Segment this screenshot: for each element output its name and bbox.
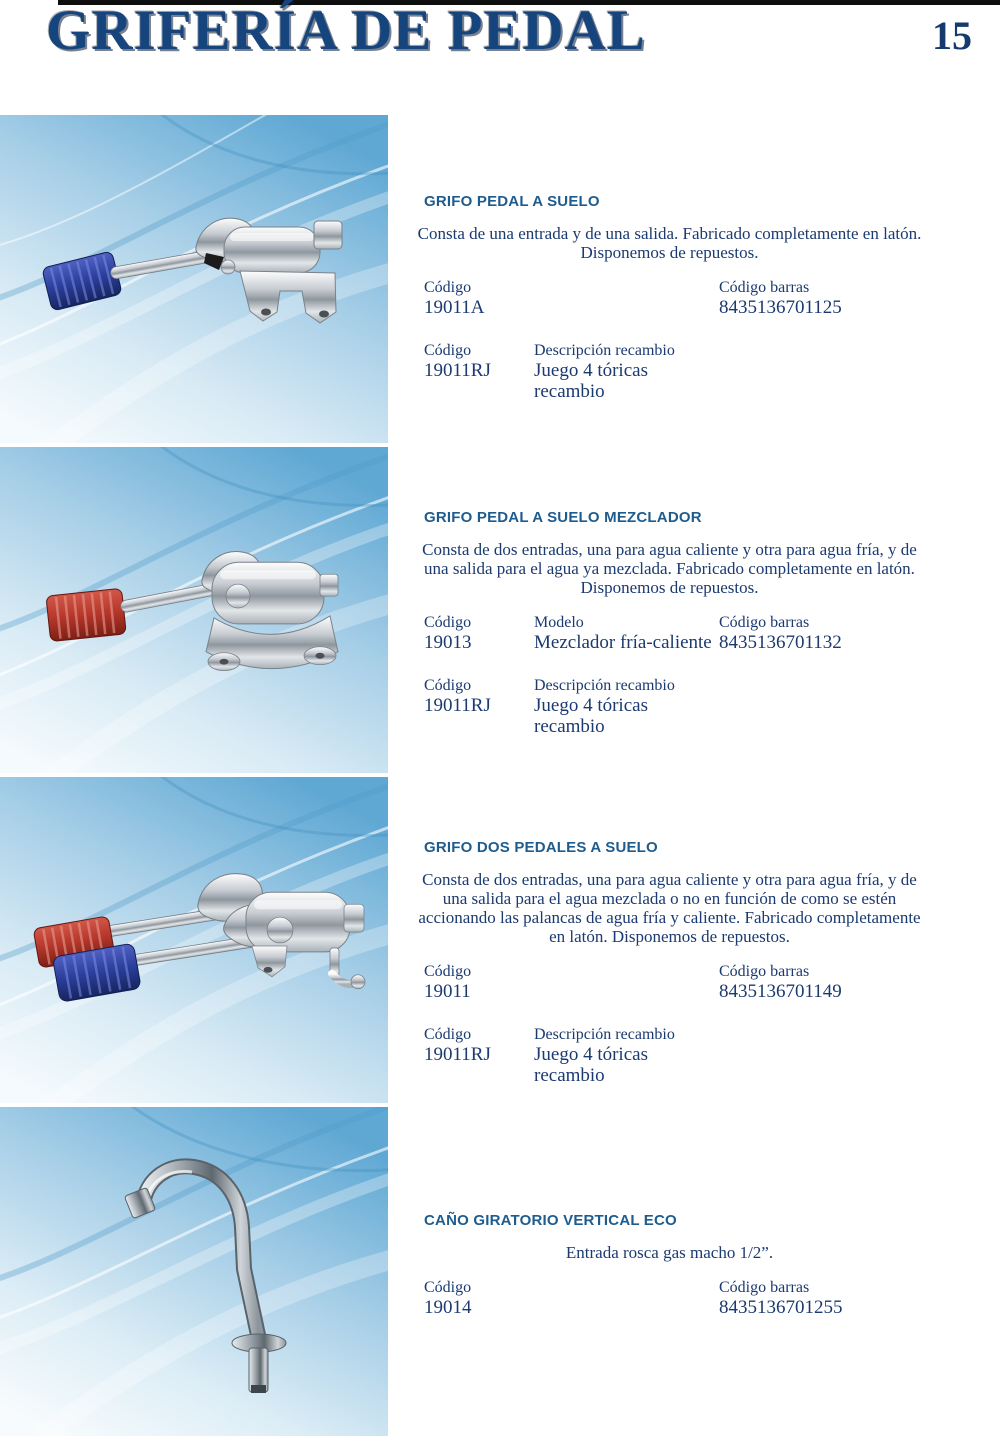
product-description: Consta de dos entradas, una para agua caliente y otra para agua fría, y de una salida para el agua ya mezclada. Fabricado completamente en latón. Disponemos de repuestos. bbox=[422, 540, 917, 597]
spare-table-header-row bbox=[417, 1026, 922, 1044]
codigo-barras-label: Código barras bbox=[719, 963, 810, 980]
spare-table-header-row bbox=[417, 342, 922, 360]
product-photo-pedal-faucet-double bbox=[0, 777, 388, 1103]
main-table-header-row bbox=[417, 963, 922, 981]
product-title: CAÑO GIRATORIO VERTICAL ECO bbox=[424, 1212, 677, 1229]
spare-table-value-row bbox=[417, 360, 922, 402]
spare-table-value-row bbox=[417, 1044, 922, 1086]
codigo-barras-label: Código barras bbox=[719, 614, 810, 631]
codigo-barras-value: 8435136701132 bbox=[719, 632, 842, 653]
product-photo-pedal-faucet-red bbox=[0, 447, 388, 773]
codigo-value: 19011RJ bbox=[424, 695, 491, 716]
codigo-label: Código bbox=[424, 279, 472, 296]
spare-table-value-row bbox=[417, 695, 922, 737]
product-title: GRIFO DOS PEDALES A SUELO bbox=[424, 839, 658, 856]
main-table-value-row bbox=[417, 1297, 922, 1318]
codigo-label: Código bbox=[424, 614, 472, 631]
descripcion-recambio-label: Descripción recambio bbox=[534, 677, 675, 694]
main-table-value-row bbox=[417, 981, 922, 1002]
codigo-value: 19011RJ bbox=[424, 1044, 491, 1065]
product-description: Consta de dos entradas, una para agua caliente y otra para agua fría, y de una salida para el agua mezclada o no en función de como se estén accionando las palancas de agua fría y caliente. Fabricado completamente en latón. Disponemos de repuestos. bbox=[418, 870, 921, 946]
codigo-label: Código bbox=[424, 1279, 472, 1296]
codigo-label: Código bbox=[424, 1026, 472, 1043]
product-section-grifo-pedal-a-suelo-mezclador bbox=[417, 509, 922, 737]
main-table-value-row bbox=[417, 632, 922, 653]
modelo-label: Modelo bbox=[534, 614, 584, 631]
codigo-barras-value: 8435136701255 bbox=[719, 1297, 843, 1318]
main-table-header-row bbox=[417, 614, 922, 632]
codigo-value: 19011A bbox=[424, 297, 485, 318]
codigo-value: 19014 bbox=[424, 1297, 472, 1318]
codigo-barras-value: 8435136701125 bbox=[719, 297, 842, 318]
codigo-label: Código bbox=[424, 963, 472, 980]
codigo-barras-label: Código barras bbox=[719, 279, 810, 296]
descripcion-recambio-value: Juego 4 tóricas recambio bbox=[534, 1044, 648, 1086]
modelo-value: Mezclador fría-caliente bbox=[534, 632, 712, 653]
descripcion-recambio-label: Descripción recambio bbox=[534, 342, 675, 359]
descripcion-recambio-label: Descripción recambio bbox=[534, 1026, 675, 1043]
codigo-value: 19011RJ bbox=[424, 360, 491, 381]
main-table-value-row bbox=[417, 297, 922, 318]
spare-table-header-row bbox=[417, 677, 922, 695]
descripcion-recambio-value: Juego 4 tóricas recambio bbox=[534, 695, 648, 737]
product-section-cano-giratorio-vertical-eco bbox=[417, 1212, 922, 1318]
product-title: GRIFO PEDAL A SUELO bbox=[424, 193, 600, 210]
codigo-label: Código bbox=[424, 342, 472, 359]
product-description: Entrada rosca gas macho 1/2”. bbox=[565, 1243, 774, 1262]
product-photo-vertical-spout bbox=[0, 1107, 388, 1436]
product-description: Consta de una entrada y de una salida. Fabricado completamente en latón. Disponemos de repuestos. bbox=[417, 224, 922, 262]
codigo-value: 19011 bbox=[424, 981, 471, 1002]
main-table-header-row bbox=[417, 279, 922, 297]
codigo-barras-label: Código barras bbox=[719, 1279, 810, 1296]
page-title: GRIFERÍA DE PEDAL bbox=[46, 0, 646, 62]
descripcion-recambio-value: Juego 4 tóricas recambio bbox=[534, 360, 648, 402]
product-section-grifo-dos-pedales-a-suelo bbox=[417, 839, 922, 1086]
main-table-header-row bbox=[417, 1279, 922, 1297]
product-section-grifo-pedal-a-suelo bbox=[417, 193, 922, 402]
codigo-value: 19013 bbox=[424, 632, 472, 653]
product-photo-pedal-faucet-blue bbox=[0, 115, 388, 443]
page-number: 15 bbox=[932, 13, 972, 58]
codigo-label: Código bbox=[424, 677, 472, 694]
codigo-barras-value: 8435136701149 bbox=[719, 981, 842, 1002]
product-title: GRIFO PEDAL A SUELO MEZCLADOR bbox=[424, 509, 702, 526]
